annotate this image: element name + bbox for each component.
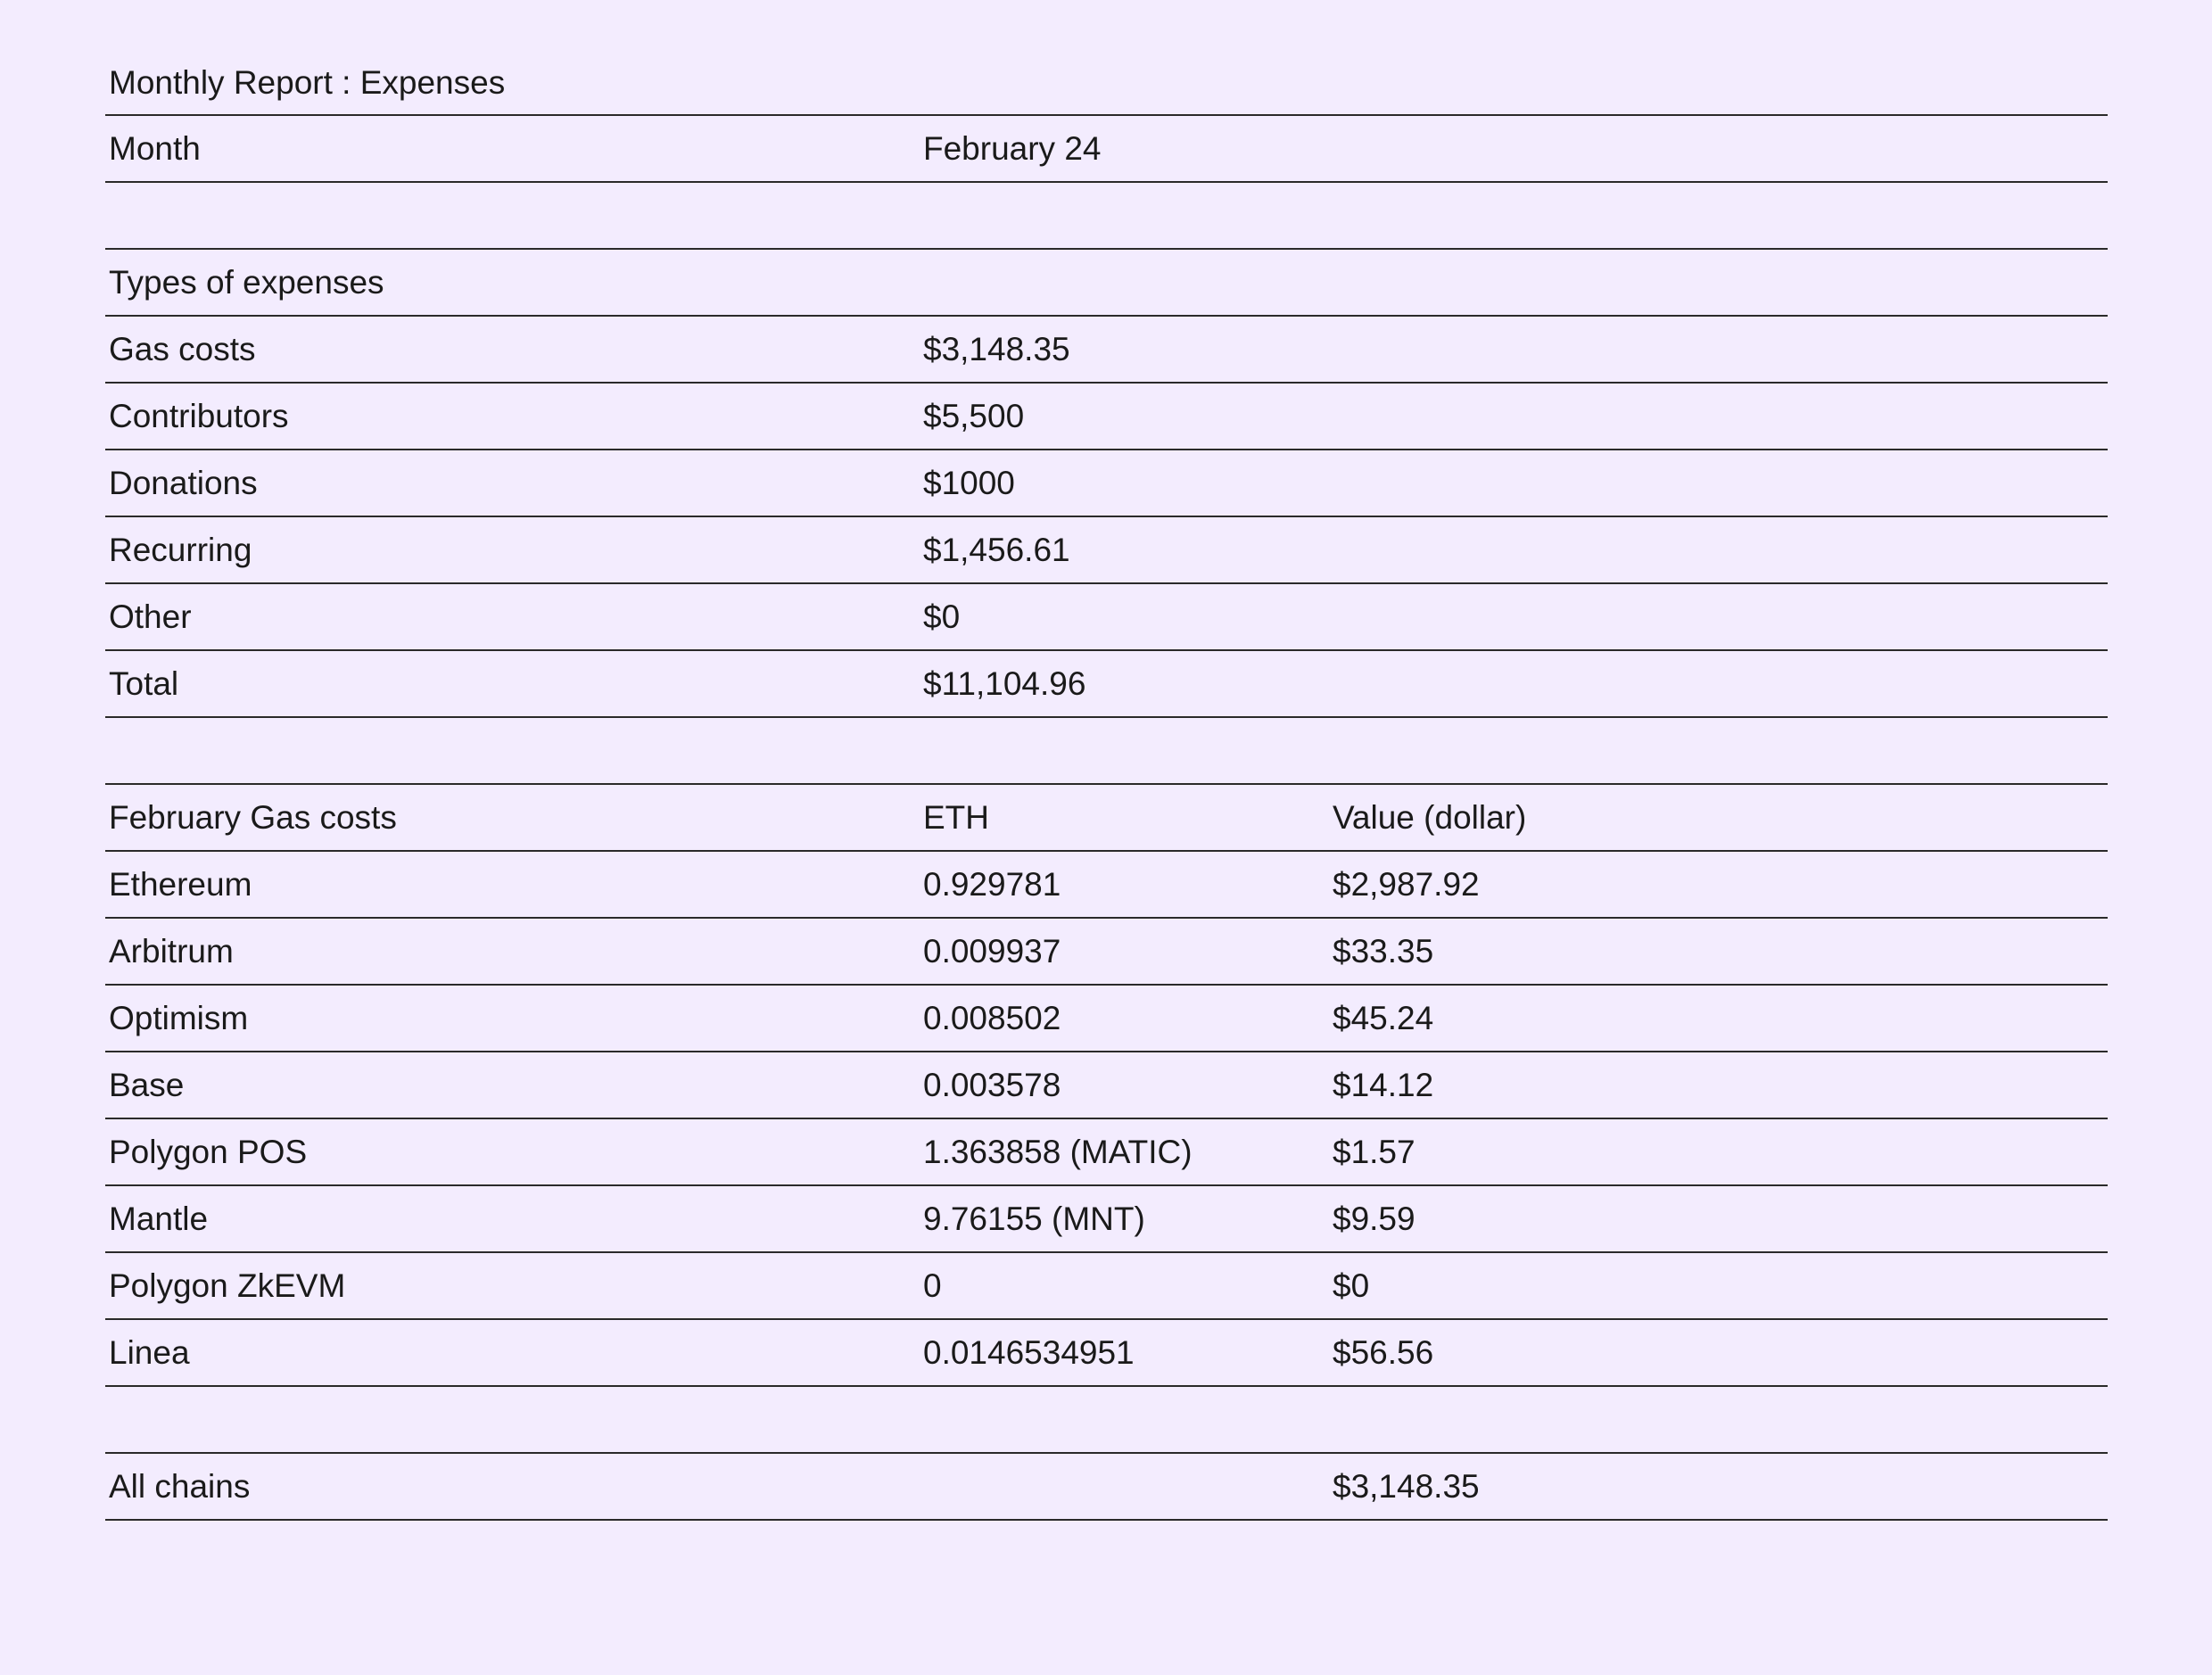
expenses-header-row: [105, 250, 2108, 317]
month-label: Month: [109, 130, 201, 167]
gas-eth: 0: [923, 1267, 942, 1304]
month-row: [105, 116, 2108, 183]
gas-row: [105, 852, 2108, 919]
gas-row: [105, 1320, 2108, 1387]
expense-value: $11,104.96: [923, 665, 1086, 702]
gas-chain: Mantle: [109, 1201, 209, 1237]
expense-total-row: [105, 651, 2108, 718]
gas-chain: Polygon POS: [109, 1134, 308, 1170]
expense-value: $0: [923, 598, 961, 635]
expense-row: [105, 384, 2108, 450]
gas-value: $2,987.92: [1333, 866, 1480, 903]
gas-value: $1.57: [1333, 1134, 1416, 1170]
gas-header-row: [105, 785, 2108, 852]
report-title: Monthly Report : Expenses: [105, 49, 2108, 116]
expense-value: $5,500: [923, 398, 1025, 434]
expense-value: $1,456.61: [923, 532, 1070, 568]
gas-value: $14.12: [1333, 1067, 1434, 1103]
gas-eth: 9.76155 (MNT): [923, 1201, 1145, 1237]
expense-value: $1000: [923, 465, 1015, 501]
gas-row: [105, 1253, 2108, 1320]
gas-eth: 1.363858 (MATIC): [923, 1134, 1193, 1170]
expense-row: [105, 517, 2108, 584]
gas-chain: Optimism: [109, 1000, 249, 1036]
expense-label: Total: [109, 665, 179, 702]
expense-row: [105, 584, 2108, 651]
gas-header-label: February Gas costs: [109, 799, 397, 836]
gas-chain: Polygon ZkEVM: [109, 1267, 346, 1304]
gas-value: $0: [1333, 1267, 1370, 1304]
section-divider: [105, 718, 2108, 785]
gas-value: $45.24: [1333, 1000, 1434, 1036]
section-divider: [105, 1387, 2108, 1454]
gas-chain: Linea: [109, 1334, 190, 1371]
gas-chain: Arbitrum: [109, 933, 234, 970]
expense-label: Gas costs: [109, 331, 256, 367]
expense-row: [105, 450, 2108, 517]
gas-row: [105, 1186, 2108, 1253]
gas-value: $56.56: [1333, 1334, 1434, 1371]
gas-eth: 0.929781: [923, 866, 1061, 903]
gas-value: $33.35: [1333, 933, 1434, 970]
gas-value: $9.59: [1333, 1201, 1416, 1237]
expenses-header: Types of expenses: [109, 264, 384, 301]
gas-row: [105, 1119, 2108, 1186]
all-chains-row: [105, 1454, 2108, 1521]
expense-value: $3,148.35: [923, 331, 1070, 367]
month-value: February 24: [923, 130, 1102, 167]
gas-eth: 0.003578: [923, 1067, 1061, 1103]
expense-label: Other: [109, 598, 192, 635]
expense-label: Contributors: [109, 398, 289, 434]
gas-chain: Base: [109, 1067, 185, 1103]
section-divider: [105, 183, 2108, 250]
expense-label: Donations: [109, 465, 258, 501]
gas-header-eth: ETH: [923, 799, 989, 836]
all-chains-label: All chains: [109, 1468, 251, 1505]
gas-chain: Ethereum: [109, 866, 252, 903]
gas-eth: 0.009937: [923, 933, 1061, 970]
expense-report: [105, 49, 2108, 1521]
gas-header-value: Value (dollar): [1333, 799, 1527, 836]
gas-row: [105, 919, 2108, 986]
gas-eth: 0.0146534951: [923, 1334, 1135, 1371]
gas-row: [105, 1052, 2108, 1119]
expense-label: Recurring: [109, 532, 252, 568]
all-chains-value: $3,148.35: [1333, 1468, 1480, 1505]
expense-row: [105, 317, 2108, 384]
gas-row: [105, 986, 2108, 1052]
gas-eth: 0.008502: [923, 1000, 1061, 1036]
